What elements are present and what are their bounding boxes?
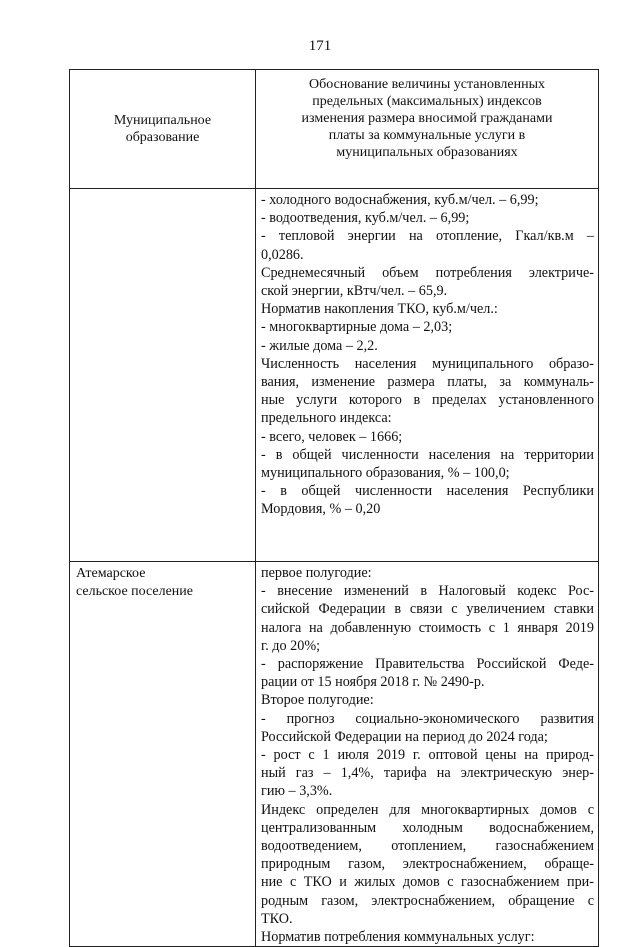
table-row — [70, 189, 599, 562]
text-line: водоотведением, отоплением, газоснабжением — [261, 838, 594, 855]
text-line: ные услуги которого в пределах установленного — [261, 392, 594, 409]
text-line: вания, изменение размера платы, за коммуналь- — [261, 374, 594, 391]
text-line: Среднемесячный объем потребления электриче- — [261, 264, 594, 281]
text-line: - рост с 1 июля 2019 г. оптовой цены на природ- — [261, 747, 594, 764]
text-line: Индекс определен для многоквартирных домов с — [261, 801, 594, 818]
text-line: ТКО. — [261, 910, 293, 927]
header-justification-line: изменения размера вносимой гражданами — [301, 111, 553, 126]
text-line: Мордовия, % – 0,20 — [261, 501, 381, 518]
text-line: сийской Федерации в связи с увеличением ставки — [261, 601, 594, 618]
header-municipality-line: Муниципальное — [113, 113, 212, 128]
municipality-cell — [70, 562, 256, 947]
text-line: - прогноз социально-экономического развития — [261, 710, 594, 727]
text-line: - многоквартирные дома – 2,03; — [261, 319, 453, 336]
text-line: - холодного водоснабжения, куб.м/чел. – 6,99; — [261, 192, 539, 208]
text-line: г. до 20%; — [261, 637, 321, 654]
text-line: - водоотведения, куб.м/чел. – 6,99; — [261, 210, 470, 227]
text-line: ской энергии, кВтч/чел. – 65,9. — [261, 283, 448, 300]
text-line: Российской Федерации на период до 2024 года; — [261, 728, 548, 745]
header-justification — [256, 70, 599, 189]
municipality-name — [70, 562, 255, 601]
text-line: первое полугодие: — [261, 565, 372, 581]
justification-cell — [256, 562, 599, 947]
justification-cell — [256, 189, 599, 562]
text-line: Норматив потребления коммунальных услуг: — [261, 929, 535, 946]
municipal-index-table — [69, 69, 599, 947]
header-municipality — [70, 70, 256, 189]
text-line: - жилые дома – 2,2. — [261, 337, 378, 354]
text-line: природным газом, электроснабжением, обраще- — [261, 856, 594, 873]
header-justification-line: платы за коммунальные услуги в — [328, 128, 526, 143]
text-line: - всего, человек – 1666; — [261, 428, 403, 445]
text-line: предельного индекса: — [261, 410, 392, 427]
justification-text — [256, 562, 598, 946]
table-row — [70, 562, 599, 947]
header-justification-line: Обоснование величины установленных — [308, 77, 545, 92]
table-header-row — [70, 70, 599, 189]
text-line: гию – 3,3%. — [261, 783, 333, 800]
header-municipality-line: образование — [125, 130, 200, 145]
text-line: рации от 15 ноября 2018 г. № 2490-р. — [261, 674, 485, 691]
text-line: централизованным холодным водоснабжением, — [261, 819, 594, 836]
text-line: Второе полугодие: — [261, 692, 374, 709]
text-line: родным газом, электроснабжением, обращение с — [261, 892, 594, 909]
text-line: Численность населения муниципального образо- — [261, 355, 594, 372]
header-justification-line: предельных (максимальных) индексов — [312, 94, 542, 109]
justification-text — [256, 189, 598, 561]
text-line: - внесение изменений в Налоговый кодекс Рос- — [261, 583, 594, 600]
header-justification-line: муниципальных образованиях — [336, 145, 518, 160]
text-line: 0,0286. — [261, 246, 304, 263]
text-line: Норматив накопления ТКО, куб.м/чел.: — [261, 301, 498, 318]
text-line: ние с ТКО и жилых домов с газоснабжением при- — [261, 874, 594, 891]
text-line: муниципального образования, % – 100,0; — [261, 465, 510, 482]
page-number: 171 — [308, 38, 332, 54]
text-line: - тепловой энергии на отопление, Гкал/кв.м – — [261, 228, 594, 245]
text-line: налога на добавленную стоимость с 1 января 2019 — [261, 619, 594, 636]
text-line: - в общей численности населения на территории — [261, 446, 594, 463]
municipality-cell — [70, 189, 256, 562]
text-line: ный газ – 1,4%, тарифа на электрическую энер- — [261, 765, 594, 782]
text-line: - в общей численности населения Республики — [261, 483, 594, 500]
municipality-name-line: Атемарское — [76, 566, 146, 581]
text-line: - распоряжение Правительства Российской Феде- — [261, 656, 594, 673]
municipality-name-line: сельское поселение — [76, 584, 193, 599]
